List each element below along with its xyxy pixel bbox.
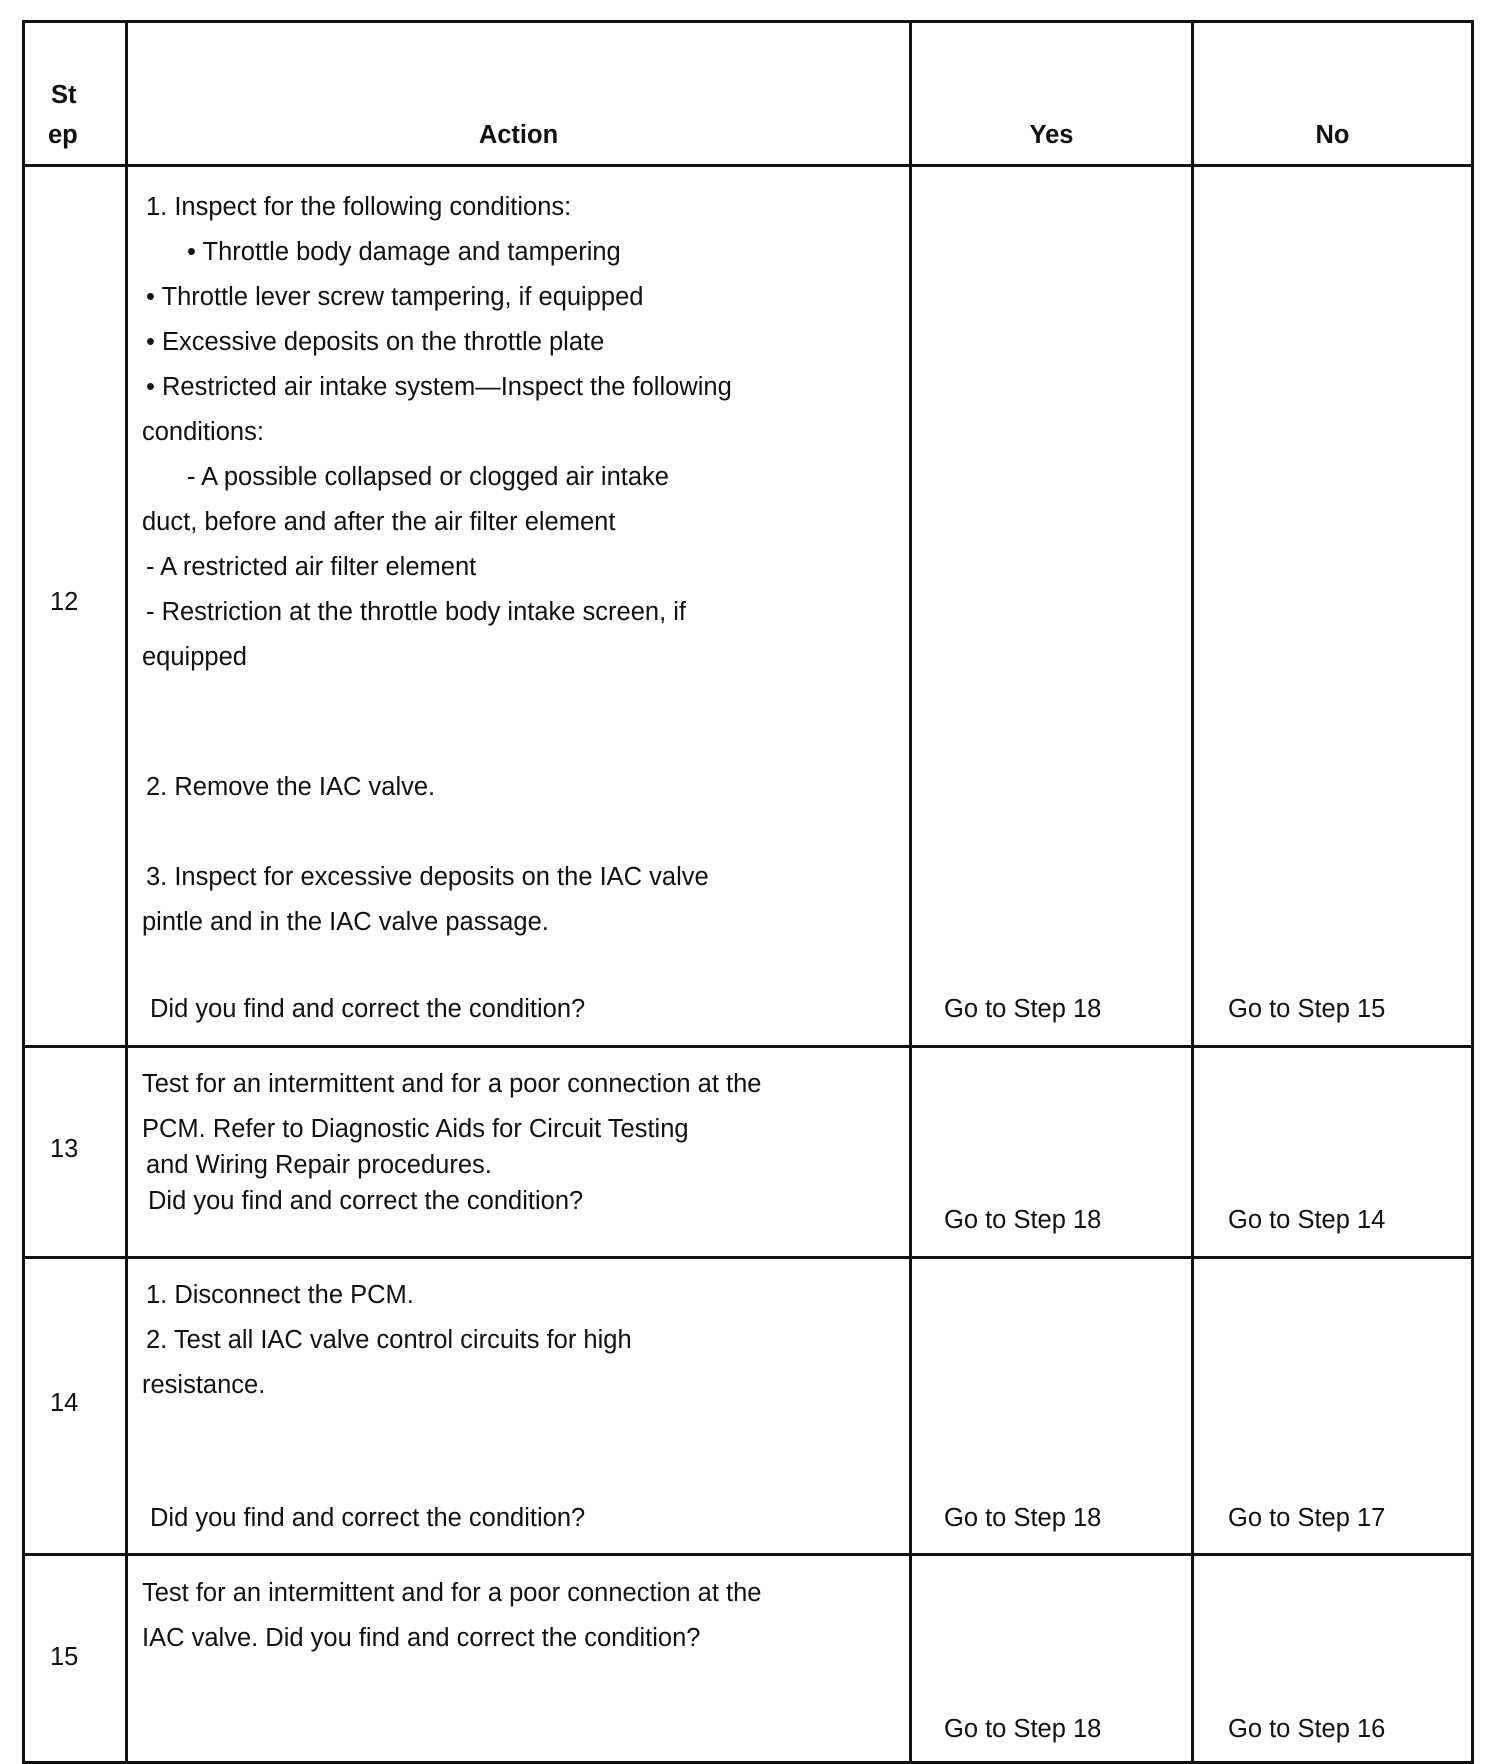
action-question: Did you find and correct the condition? — [150, 995, 586, 1023]
column-divider-action — [909, 20, 912, 1762]
action-line: 2. Test all IAC valve control circuits for high — [146, 1326, 632, 1354]
row-divider-12 — [22, 1045, 1474, 1048]
table-border-top — [22, 20, 1474, 23]
action-line: 1. Inspect for the following conditions: — [146, 193, 572, 221]
diagnostic-table — [22, 20, 1474, 1764]
yes-target: Go to Step 18 — [944, 1206, 1102, 1234]
action-line: Test for an intermittent and for a poor connection at the — [142, 1070, 762, 1098]
no-target: Go to Step 16 — [1228, 1715, 1386, 1743]
table-border-right — [1471, 20, 1474, 1762]
action-line: - Restriction at the throttle body intake screen, if — [146, 598, 687, 626]
action-line: • Restricted air intake system—Inspect the following — [146, 373, 732, 401]
action-line: conditions: — [142, 418, 264, 446]
yes-target: Go to Step 18 — [944, 995, 1102, 1023]
step-number: 15 — [50, 1643, 79, 1671]
action-line: • Throttle lever screw tampering, if equipped — [146, 283, 644, 311]
step-number: 14 — [50, 1389, 79, 1417]
column-divider-step — [125, 20, 128, 1762]
table-border-left — [22, 20, 25, 1762]
action-line: • Excessive deposits on the throttle plate — [146, 328, 605, 356]
action-line: • Throttle body damage and tampering — [187, 238, 621, 266]
no-target: Go to Step 14 — [1228, 1206, 1386, 1234]
column-divider-yes — [1191, 20, 1194, 1762]
step-number: 12 — [50, 588, 79, 616]
action-line: 2. Remove the IAC valve. — [146, 773, 436, 801]
yes-target: Go to Step 18 — [944, 1504, 1102, 1532]
action-line: 1. Disconnect the PCM. — [146, 1281, 414, 1309]
step-number: 13 — [50, 1135, 79, 1163]
row-divider-14 — [22, 1553, 1474, 1556]
row-divider-13 — [22, 1256, 1474, 1259]
action-line: IAC valve. Did you find and correct the condition? — [142, 1624, 701, 1652]
no-target: Go to Step 15 — [1228, 995, 1386, 1023]
header-step-line-1: St — [51, 81, 77, 109]
action-question: Did you find and correct the condition? — [148, 1187, 584, 1215]
action-line: Test for an intermittent and for a poor connection at the — [142, 1579, 762, 1607]
action-line: and Wiring Repair procedures. — [146, 1151, 492, 1179]
yes-target: Go to Step 18 — [944, 1715, 1102, 1743]
action-line: duct, before and after the air filter element — [142, 508, 616, 536]
action-question: Did you find and correct the condition? — [150, 1504, 586, 1532]
header-yes: Yes — [1029, 121, 1074, 149]
header-step-line-2: ep — [48, 121, 78, 149]
action-line: pintle and in the IAC valve passage. — [142, 908, 549, 936]
action-line: PCM. Refer to Diagnostic Aids for Circuit Testing — [142, 1115, 689, 1143]
header-action: Action — [478, 121, 559, 149]
header-no: No — [1315, 121, 1350, 149]
action-line: equipped — [142, 643, 247, 671]
action-line: resistance. — [142, 1371, 266, 1399]
action-line: - A restricted air filter element — [146, 553, 477, 581]
no-target: Go to Step 17 — [1228, 1504, 1386, 1532]
header-divider — [22, 164, 1474, 167]
action-line: 3. Inspect for excessive deposits on the IAC valve — [146, 863, 709, 891]
action-line: - A possible collapsed or clogged air intake — [187, 463, 669, 491]
